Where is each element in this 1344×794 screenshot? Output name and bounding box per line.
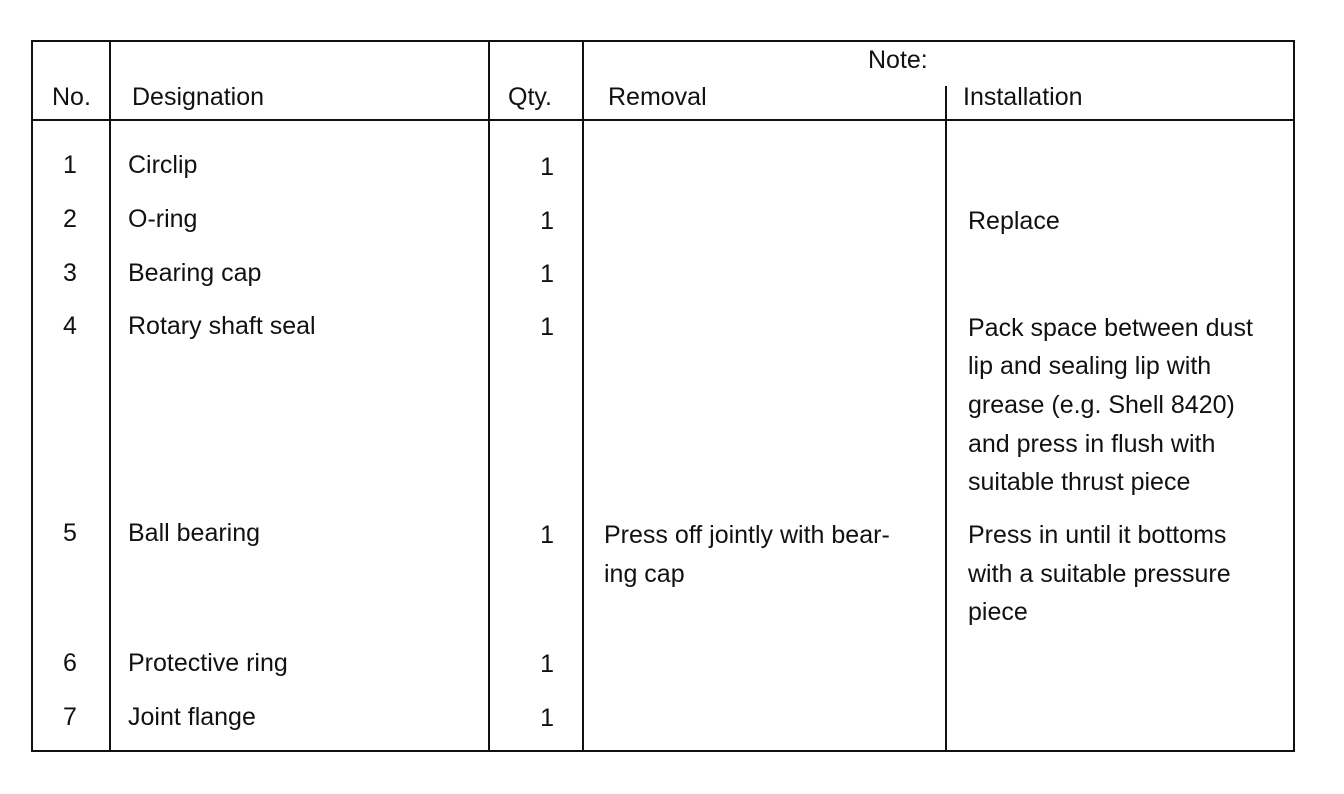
row-3-designation: Bearing cap: [128, 259, 262, 287]
column-divider-qty: [582, 40, 584, 752]
row-5-no: 5: [63, 519, 77, 547]
row-6-qty: 1: [540, 650, 554, 678]
row-6-designation: Protective ring: [128, 649, 288, 677]
row-2-no: 2: [63, 205, 77, 233]
header-designation: Designation: [132, 83, 265, 111]
row-6-no: 6: [63, 649, 77, 677]
row-1-designation: Circlip: [128, 151, 198, 179]
header-qty: Qty.: [508, 83, 552, 111]
row-4-no: 4: [63, 312, 77, 340]
row-4-installation-line-2: lip and sealing lip with: [968, 352, 1212, 380]
row-4-installation-line-4: and press in flush with: [968, 430, 1216, 458]
row-5-removal-line-1: Press off jointly with bear-: [604, 521, 890, 549]
row-1-qty: 1: [540, 153, 554, 181]
table-right-border: [1293, 40, 1295, 752]
row-7-designation: Joint flange: [128, 703, 256, 731]
header-removal: Removal: [608, 83, 707, 111]
row-4-installation-line-3: grease (e.g. Shell 8420): [968, 391, 1235, 419]
row-5-installation-line-1: Press in until it bottoms: [968, 521, 1227, 549]
table-bottom-rule: [32, 750, 1295, 752]
header-bottom-rule: [32, 119, 1295, 121]
row-7-no: 7: [63, 703, 77, 731]
row-4-installation-line-1: Pack space between dust: [968, 314, 1253, 342]
row-7-qty: 1: [540, 704, 554, 732]
row-1-no: 1: [63, 151, 77, 179]
header-installation: Installation: [963, 83, 1083, 111]
table-left-border: [31, 40, 33, 752]
row-2-designation: O-ring: [128, 205, 198, 233]
row-3-no: 3: [63, 259, 77, 287]
column-divider-no: [109, 40, 111, 752]
row-5-removal-line-2: ing cap: [604, 560, 685, 588]
row-3-qty: 1: [540, 260, 554, 288]
header-note: Note:: [868, 46, 928, 74]
row-5-qty: 1: [540, 521, 554, 549]
row-5-installation-line-3: piece: [968, 598, 1028, 626]
row-2-qty: 1: [540, 207, 554, 235]
header-no: No.: [52, 83, 91, 111]
row-4-qty: 1: [540, 313, 554, 341]
row-4-installation-line-5: suitable thrust piece: [968, 468, 1191, 496]
row-5-designation: Ball bearing: [128, 519, 261, 547]
column-divider-designation: [488, 40, 490, 752]
row-2-installation: Replace: [968, 207, 1060, 235]
row-4-designation: Rotary shaft seal: [128, 312, 316, 340]
column-divider-removal: [945, 86, 947, 752]
table-top-rule: [32, 40, 1295, 42]
row-5-installation-line-2: with a suitable pressure: [968, 560, 1231, 588]
